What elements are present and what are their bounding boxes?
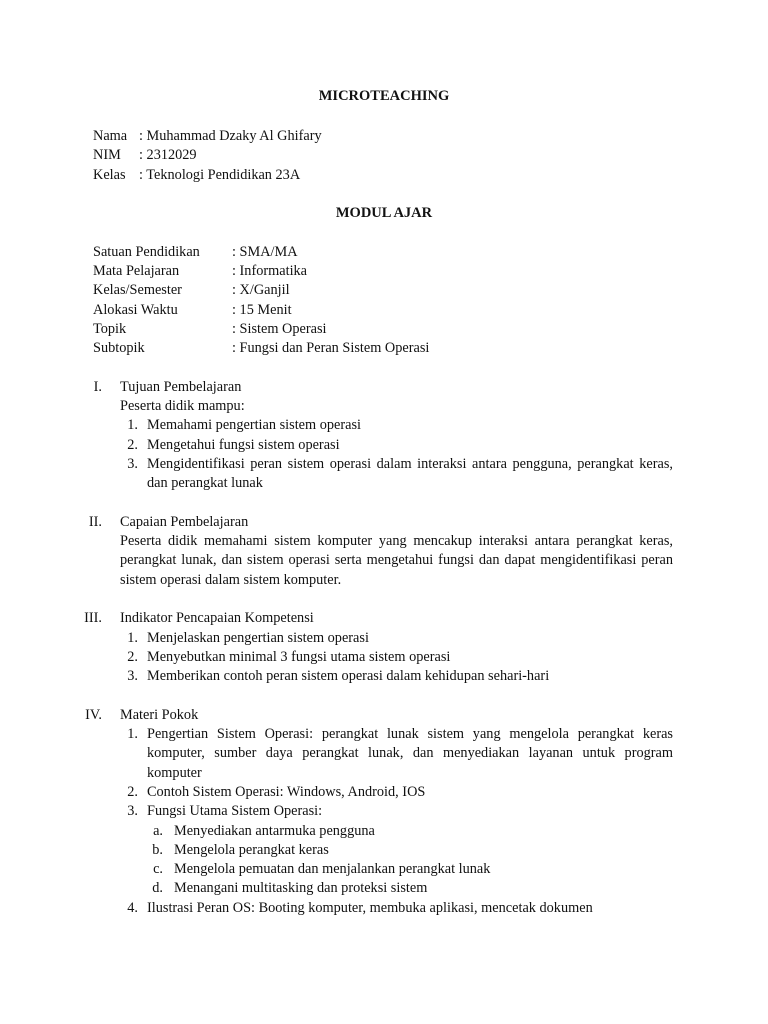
list-item: Pengertian Sistem Operasi: perangkat lunak sistem yang mengelola perangkat keras komputer, sumber daya perangkat lunak, dan menyediakan layanan untuk program komputer	[147, 726, 673, 781]
info-value: : Sistem Operasi	[232, 321, 327, 337]
list-number: 1.	[127, 726, 138, 742]
list-item: Mengetahui fungsi sistem operasi	[147, 437, 340, 453]
list-item: Menjelaskan pengertian sistem operasi	[147, 630, 369, 646]
list-item: Memahami pengertian sistem operasi	[147, 417, 361, 433]
list-number: 3.	[127, 456, 138, 472]
info-label: Kelas/Semester	[93, 282, 182, 298]
sublist-letter: b.	[152, 842, 163, 858]
list-item: Mengidentifikasi peran sistem operasi dalam interaksi antara pengguna, perangkat keras, dan perangkat lunak	[147, 456, 673, 492]
identity-value: : Teknologi Pendidikan 23A	[139, 167, 301, 183]
info-value: : Informatika	[232, 263, 308, 279]
info-row	[93, 339, 429, 358]
document-subtitle: MODUL AJAR	[335, 205, 433, 221]
list-number: 1.	[127, 417, 138, 433]
identity-value: : 2312029	[139, 147, 197, 163]
section-title: Capaian Pembelajaran	[120, 514, 249, 530]
section-numeral: III.	[84, 610, 102, 626]
identity-row	[93, 166, 300, 185]
identity-row	[93, 127, 322, 146]
section-title: Indikator Pencapaian Kompetensi	[120, 610, 314, 626]
info-label: Satuan Pendidikan	[93, 244, 200, 260]
sublist-item: Mengelola pemuatan dan menjalankan perangkat lunak	[174, 861, 491, 877]
info-row	[93, 243, 298, 262]
section-title: Tujuan Pembelajaran	[120, 379, 242, 395]
section-paragraph: Peserta didik memahami sistem komputer yang mencakup interaksi antara perangkat keras, perangkat lunak, dan sistem operasi serta mengetahui fungsi dan dapat mengidentifikasi peran sistem operasi dalam sistem komputer.	[120, 533, 673, 588]
info-label: Subtopik	[93, 340, 145, 356]
list-number: 2.	[127, 784, 138, 800]
info-value: : Fungsi dan Peran Sistem Operasi	[232, 340, 430, 356]
section-title: Materi Pokok	[120, 707, 199, 723]
list-item: Menyebutkan minimal 3 fungsi utama sistem operasi	[147, 649, 451, 665]
info-row	[93, 262, 307, 281]
info-value: : 15 Menit	[232, 302, 292, 318]
section-numeral: II.	[88, 514, 102, 530]
list-number: 2.	[127, 649, 138, 665]
sublist-letter: a.	[153, 823, 163, 839]
sublist-letter: c.	[153, 861, 163, 877]
list-number: 4.	[127, 900, 138, 916]
info-label: Mata Pelajaran	[93, 263, 180, 279]
list-number: 3.	[127, 668, 138, 684]
section-intro: Peserta didik mampu:	[120, 398, 245, 414]
identity-row	[93, 146, 197, 165]
info-row	[93, 281, 290, 300]
list-item: Ilustrasi Peran OS: Booting komputer, membuka aplikasi, mencetak dokumen	[147, 900, 593, 916]
sublist-item: Mengelola perangkat keras	[174, 842, 329, 858]
list-number: 1.	[127, 630, 138, 646]
identity-value: : Muhammad Dzaky Al Ghifary	[139, 128, 322, 144]
section-numeral: I.	[93, 379, 102, 395]
sublist-item: Menyediakan antarmuka pengguna	[174, 823, 375, 839]
info-value: : X/Ganjil	[232, 282, 290, 298]
sublist-item: Menangani multitasking dan proteksi sistem	[174, 880, 428, 896]
list-number: 2.	[127, 437, 138, 453]
list-item: Fungsi Utama Sistem Operasi:	[147, 803, 323, 819]
info-label: Alokasi Waktu	[93, 302, 178, 318]
sublist-letter: d.	[152, 880, 163, 896]
list-number: 3.	[127, 803, 138, 819]
info-row	[93, 301, 292, 320]
section-numeral: IV.	[85, 707, 102, 723]
list-item: Contoh Sistem Operasi: Windows, Android, IOS	[147, 784, 426, 800]
list-item: Memberikan contoh peran sistem operasi dalam kehidupan sehari-hari	[147, 668, 550, 684]
identity-label: Kelas	[93, 167, 126, 183]
info-label: Topik	[93, 321, 127, 337]
identity-label: NIM	[93, 147, 121, 163]
info-value: : SMA/MA	[232, 244, 298, 260]
document-title: MICROTEACHING	[318, 88, 450, 104]
info-row	[93, 320, 327, 339]
identity-label: Nama	[93, 128, 128, 144]
